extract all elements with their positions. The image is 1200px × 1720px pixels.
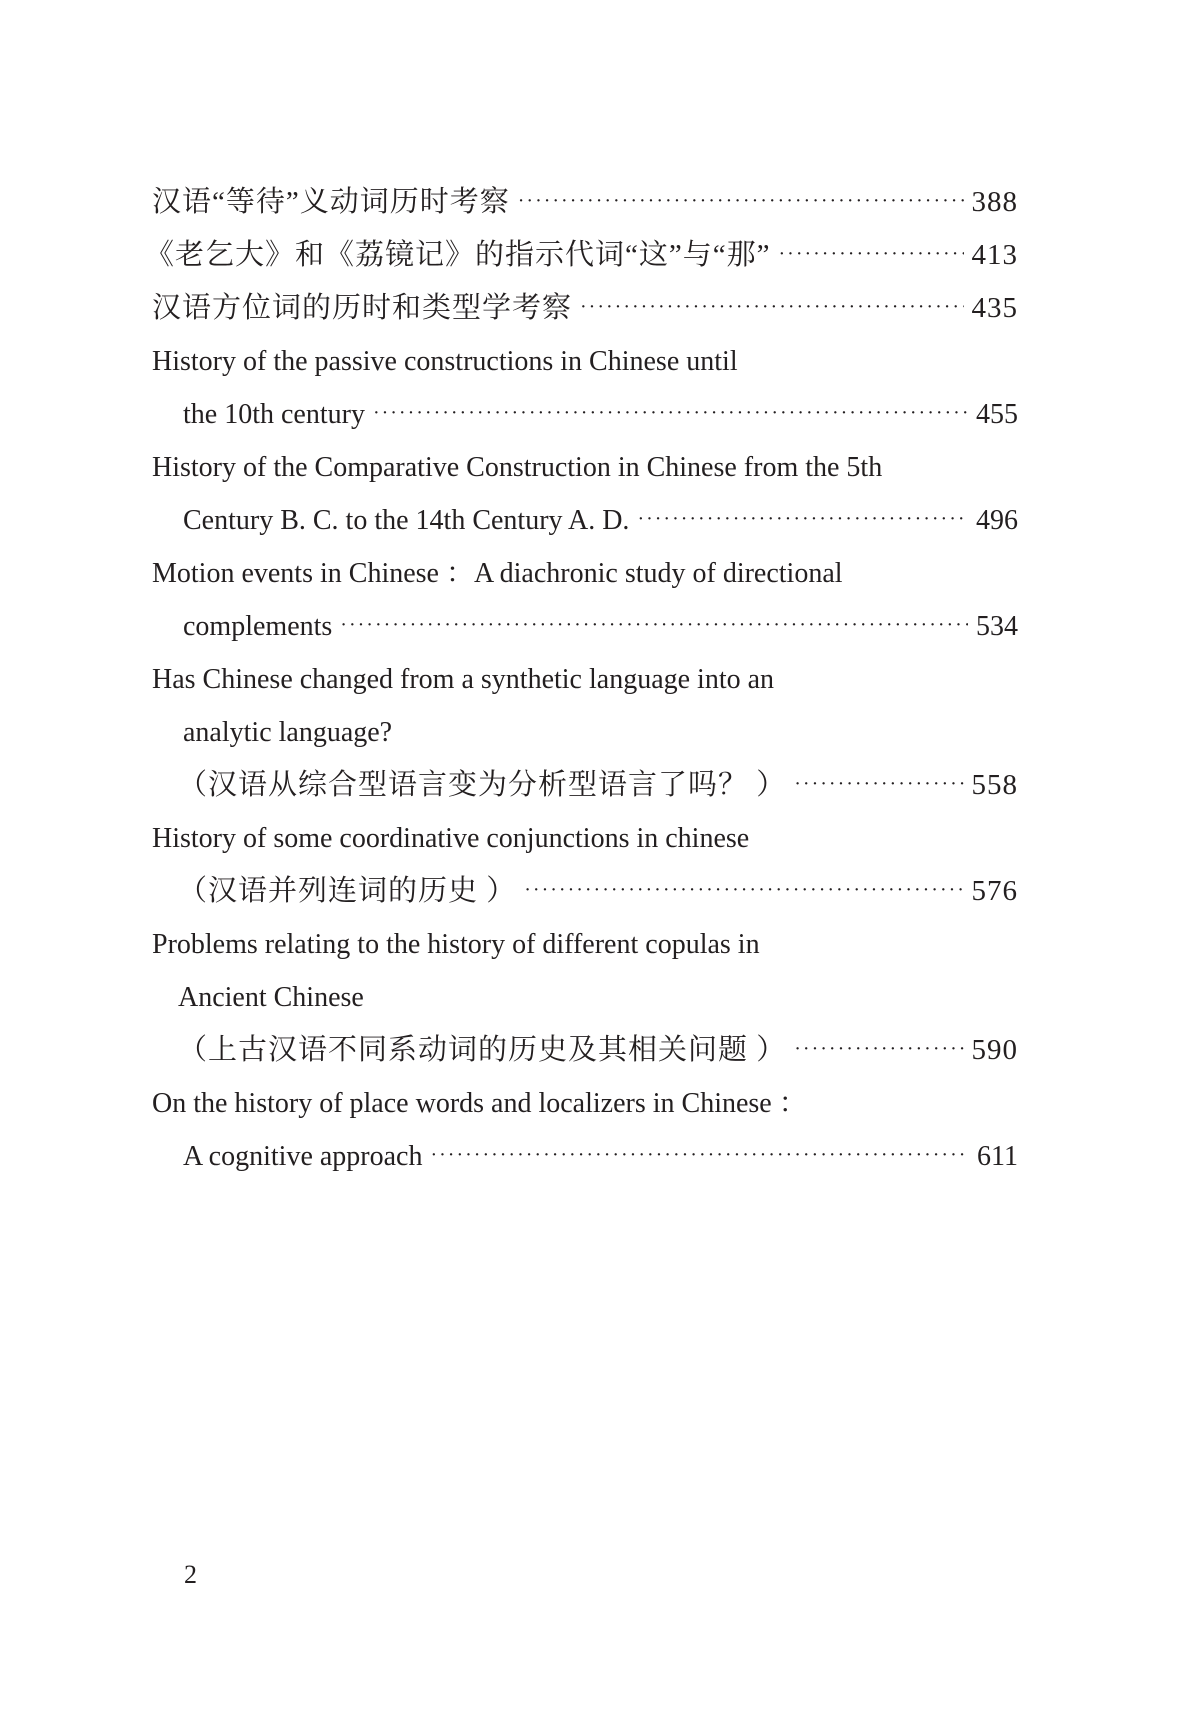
toc-page-number: 496: [976, 505, 1018, 536]
toc-entry-last-line: [152, 1130, 1018, 1183]
toc-entry-title-cont: （汉语并列连词的历史 ）: [178, 875, 517, 907]
toc-entry-title-cont: （汉语从综合型语言变为分析型语言了吗？ ）: [178, 769, 787, 801]
toc-entry-title-line: History of the Comparative Construction in Chinese from the 5th: [152, 452, 883, 483]
toc-page-number: 413: [971, 239, 1018, 271]
toc-page-number: 590: [971, 1034, 1018, 1066]
toc-entry[interactable]: [152, 176, 1018, 229]
toc-entry[interactable]: [152, 282, 1018, 335]
toc-page-number: 388: [971, 186, 1018, 218]
toc-page-number: 435: [971, 292, 1018, 324]
toc-page-number: 576: [971, 875, 1018, 907]
toc-entry-last-line: [152, 865, 1018, 918]
dot-leader: [779, 228, 964, 281]
dot-leader: [794, 758, 963, 811]
dot-leader: [373, 387, 968, 440]
dot-leader: [580, 281, 963, 334]
toc-entry[interactable]: [152, 335, 1018, 441]
toc-entry-title: 汉语“等待”义动词历时考察: [152, 186, 510, 218]
toc-entry-title-line: History of some coordinative conjunctions in chinese: [152, 823, 750, 854]
toc-entry-title-cont: （上古汉语不同系动词的历史及其相关问题 ）: [178, 1034, 787, 1066]
toc-entry[interactable]: [152, 547, 1018, 653]
toc-entry[interactable]: [152, 1077, 1018, 1183]
dot-leader: [524, 864, 963, 917]
toc-entry-title-line: On the history of place words and localizers in Chinese ：: [152, 1088, 807, 1119]
toc-entry-title: 汉语方位词的历时和类型学考察: [152, 292, 573, 324]
toc-entry-title-line: History of the passive constructions in Chinese until: [152, 346, 738, 377]
dot-leader: [340, 599, 968, 652]
toc-entry-title-cont: the 10th century: [183, 399, 365, 430]
toc-entry-title-line: Problems relating to the history of different copulas in: [152, 929, 760, 960]
toc-entry[interactable]: [152, 441, 1018, 547]
toc-entry[interactable]: [152, 918, 1018, 1077]
toc-entry-last-line: [152, 1024, 1018, 1077]
toc-entry-title-cont: complements: [183, 611, 333, 642]
toc-entry-title-line: Motion events in Chinese ：A diachronic study of directional: [152, 558, 843, 589]
toc-entry-title-line: Has Chinese changed from a synthetic language into an: [152, 664, 775, 695]
toc-entry-title-cont: A cognitive approach: [183, 1141, 423, 1172]
page-number: 2: [184, 1560, 197, 1589]
toc-entry-last-line: [152, 494, 1018, 547]
toc-entry-last-line: [152, 388, 1018, 441]
dot-leader: [518, 175, 964, 228]
toc-entry-title-line: analytic language?: [183, 717, 393, 748]
toc-page-number: 534: [976, 611, 1018, 642]
toc-page-number: 455: [976, 399, 1018, 430]
toc-entry-last-line: [152, 600, 1018, 653]
toc-entry[interactable]: [152, 653, 1018, 812]
toc-entry[interactable]: [145, 229, 1018, 282]
dot-leader: [637, 493, 968, 546]
dot-leader: [794, 1023, 963, 1076]
toc-entry-title-cont: Century B. C. to the 14th Century A. D.: [183, 505, 630, 536]
toc-entry-last-line: [152, 759, 1018, 812]
toc-entry-title-line: Ancient Chinese: [178, 982, 364, 1013]
table-of-contents: [145, 176, 1018, 1183]
dot-leader: [430, 1129, 969, 1182]
toc-entry-title: 《老乞大》和《荔镜记》的指示代词“这”与“那”: [145, 239, 771, 271]
toc-entry[interactable]: [152, 812, 1018, 918]
toc-page-number: 558: [971, 769, 1018, 801]
toc-page-number: 611: [977, 1141, 1018, 1172]
